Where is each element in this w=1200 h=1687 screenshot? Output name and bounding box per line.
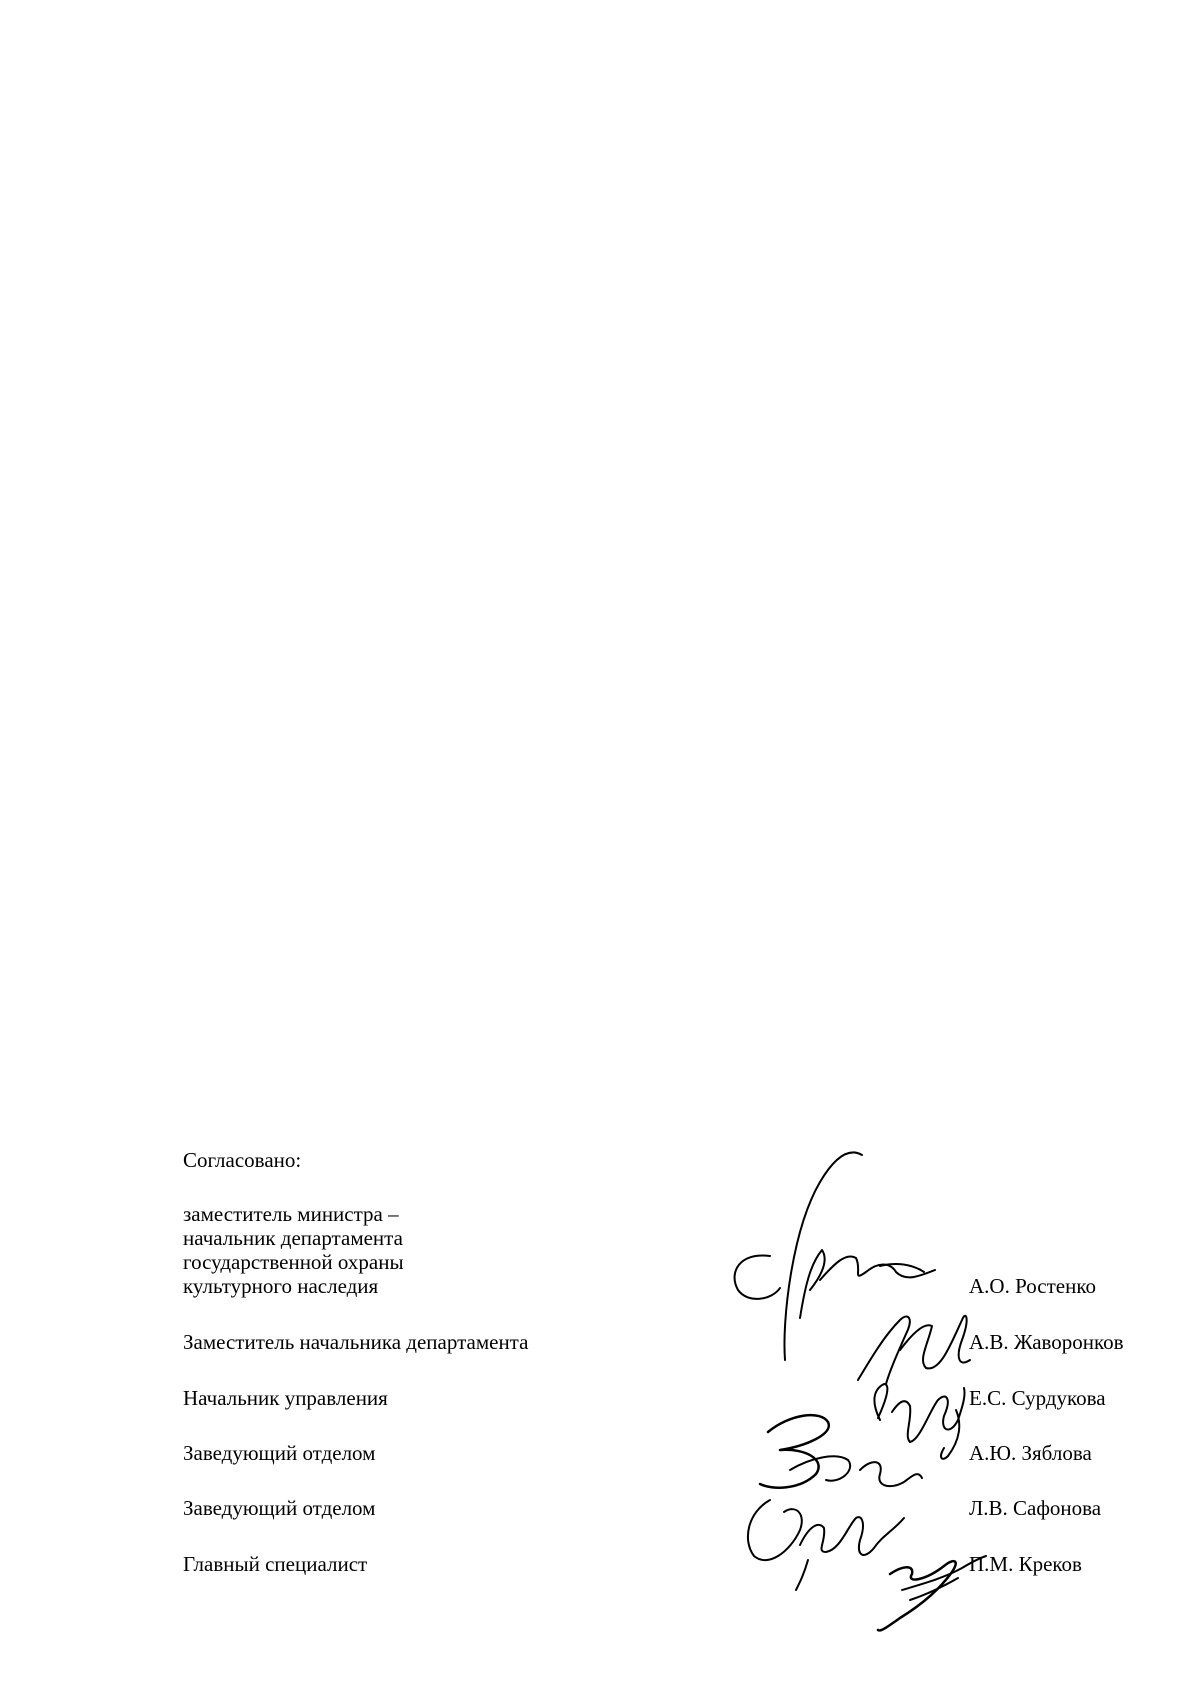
position-line: заместитель министра – bbox=[183, 1202, 399, 1226]
signature-5 bbox=[748, 1500, 904, 1590]
position-line: культурного наследия bbox=[183, 1274, 379, 1298]
signatory-name-5: Л.В. Сафонова bbox=[969, 1496, 1102, 1520]
signatory-position-1 bbox=[183, 1202, 404, 1298]
signatory-position-2: Заместитель начальника департамента bbox=[183, 1330, 529, 1354]
signatory-position-3: Начальник управления bbox=[183, 1386, 388, 1410]
signatory-name-3: Е.С. Сурдукова bbox=[969, 1386, 1106, 1410]
signatory-position-5: Заведующий отделом bbox=[183, 1496, 376, 1520]
signatory-name-6: П.М. Креков bbox=[969, 1552, 1082, 1576]
signatory-name-4: А.Ю. Зяблова bbox=[969, 1441, 1092, 1465]
approval-heading: Согласовано: bbox=[183, 1148, 302, 1172]
signature-4 bbox=[760, 1415, 922, 1488]
signatory-name-2: А.В. Жаворонков bbox=[969, 1330, 1124, 1354]
position-line: государственной охраны bbox=[183, 1250, 404, 1274]
signatory-name-1: А.О. Ростенко bbox=[969, 1274, 1096, 1298]
signature-1 bbox=[735, 1152, 935, 1360]
signature-2 bbox=[858, 1316, 970, 1384]
position-line: начальник департамента bbox=[183, 1226, 403, 1250]
signatory-position-4: Заведующий отделом bbox=[183, 1441, 376, 1465]
signature-3 bbox=[874, 1384, 964, 1459]
signatory-position-6: Главный специалист bbox=[183, 1552, 368, 1576]
